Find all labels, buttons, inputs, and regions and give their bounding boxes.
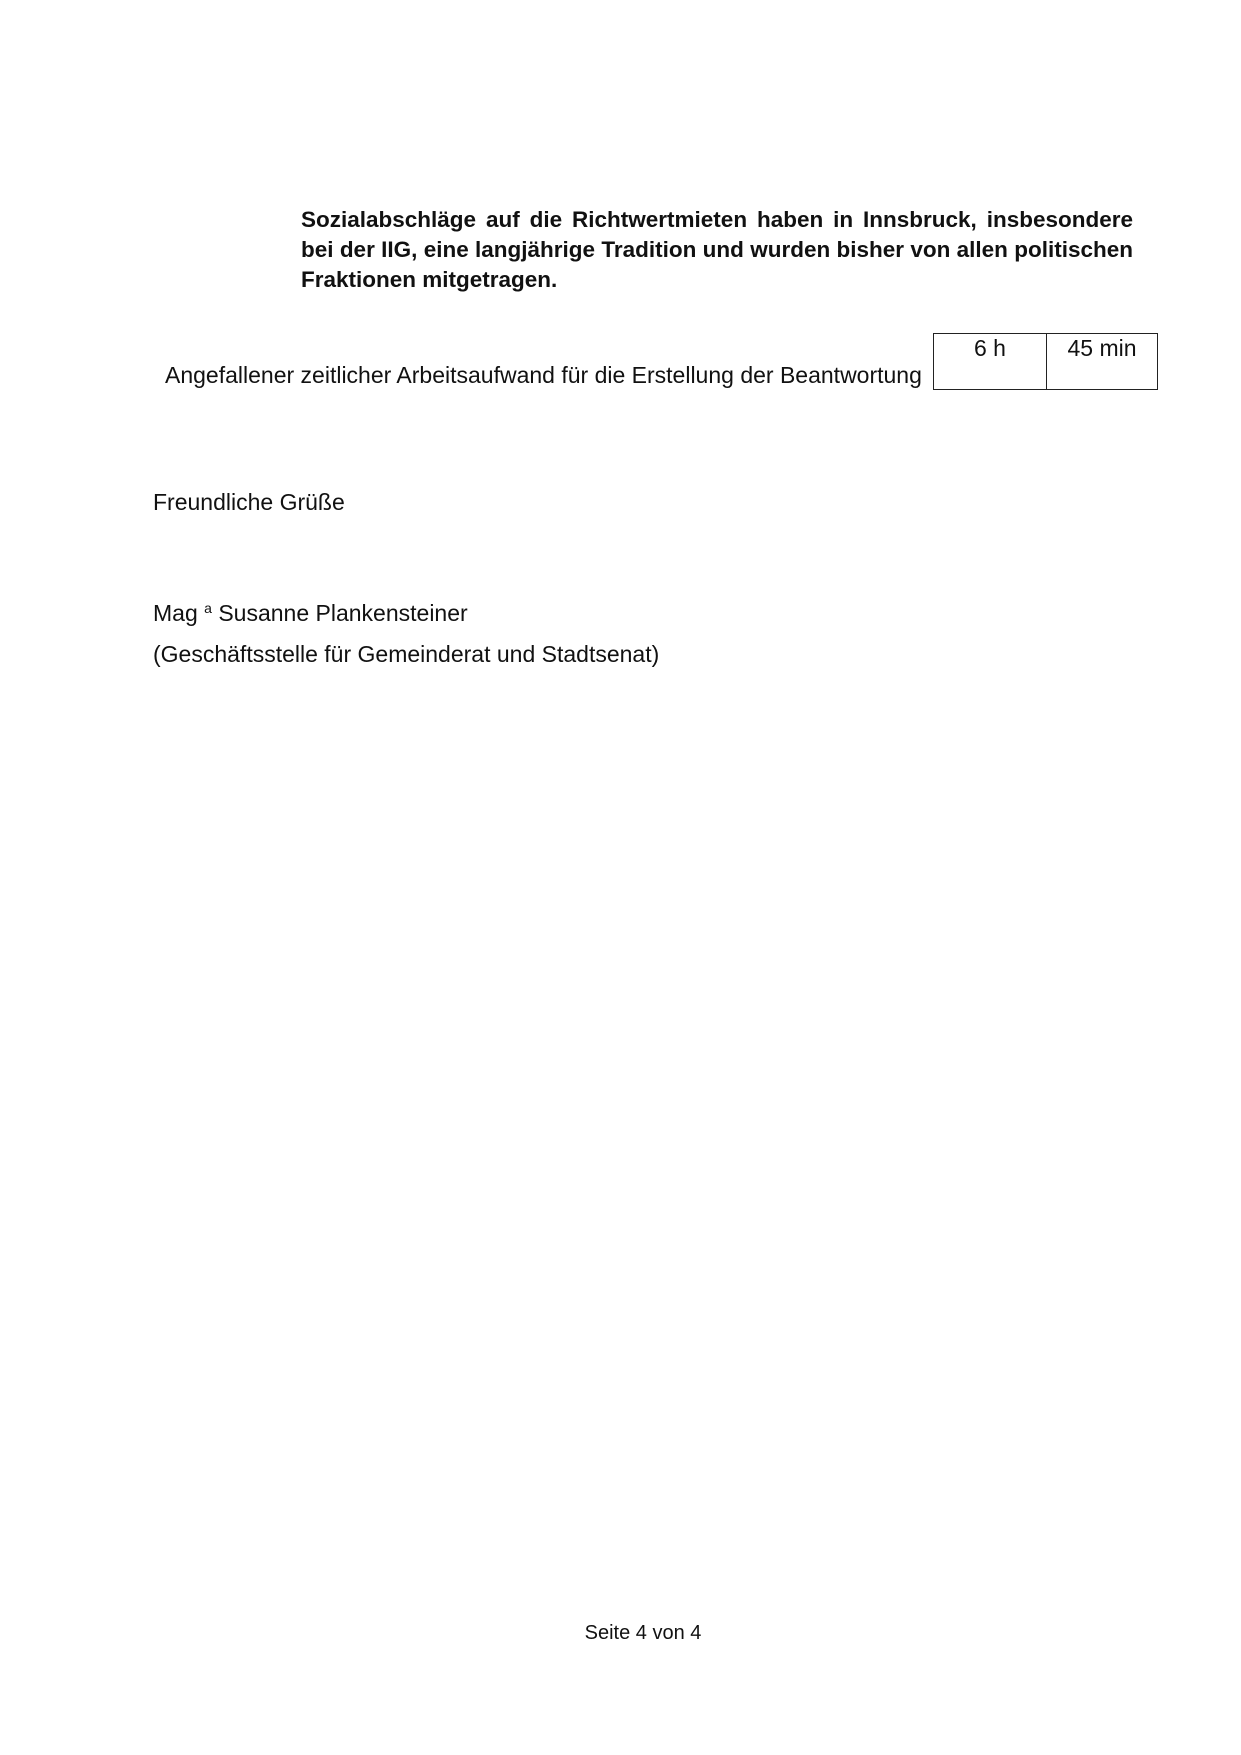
signature-name <box>153 598 468 628</box>
signature-person-name: Susanne Plankensteiner <box>218 600 468 626</box>
closing-greeting: Freundliche Grüße <box>153 489 345 515</box>
signature-title-superscript: a <box>204 600 212 616</box>
page-number: Seite 4 von 4 <box>584 1622 702 1644</box>
effort-table <box>933 333 1158 390</box>
bold-paragraph: Sozialabschläge auf die Richtwertmieten haben in Innsbruck, insbesondere bei der IIG, eine langjährige Tradition und wurden bisher von allen politischen Fraktionen mitgetragen. <box>301 207 1133 292</box>
signature-title: Mag <box>153 600 198 626</box>
effort-hours: 6 h <box>934 334 1047 390</box>
effort-minutes: 45 min <box>1047 334 1158 390</box>
effort-row <box>934 334 1158 390</box>
effort-label: Angefallener zeitlicher Arbeitsaufwand für die Erstellung der Beantwortung <box>165 362 922 388</box>
signature-office: (Geschäftsstelle für Gemeinderat und Stadtsenat) <box>153 641 660 667</box>
